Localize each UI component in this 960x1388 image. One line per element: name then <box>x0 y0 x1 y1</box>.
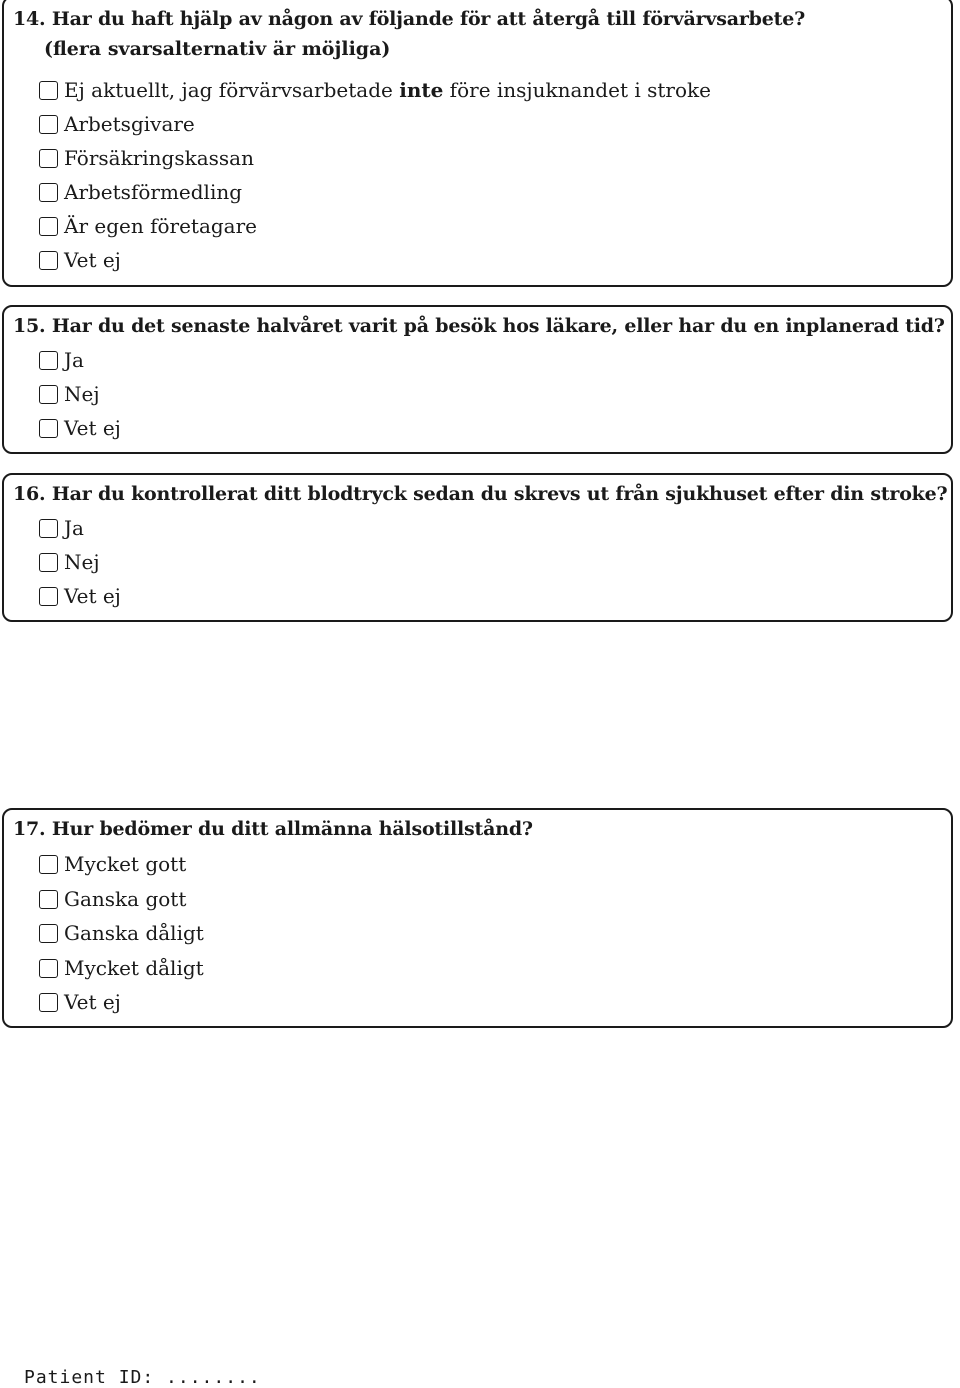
option-label: Mycket gott <box>64 852 187 876</box>
option-label: Nej <box>64 382 100 406</box>
checkbox[interactable] <box>39 890 58 909</box>
option-label: Vet ej <box>64 416 121 440</box>
q14-option-vet-ej[interactable] <box>39 248 121 272</box>
q14-option-forsakringskassan[interactable] <box>39 146 254 170</box>
q15-option-vet-ej[interactable] <box>39 416 121 440</box>
question-16-box <box>2 473 953 622</box>
q16-option-vet-ej[interactable] <box>39 584 121 608</box>
checkbox[interactable] <box>39 553 58 572</box>
option-label: Ja <box>64 516 84 540</box>
q15-option-nej[interactable] <box>39 382 100 406</box>
q14-option-arbetsformedling[interactable] <box>39 180 242 204</box>
question-15-title: 15. Har du det senaste halvåret varit på besök hos läkare, eller har du en inplanerad tid? <box>13 315 945 337</box>
q16-option-ja[interactable] <box>39 516 84 540</box>
q17-option-mycket-daligt[interactable] <box>39 956 204 980</box>
option-label: Är egen företagare <box>64 214 257 238</box>
option-label: Arbetsgivare <box>64 112 195 136</box>
option-label: Ej aktuellt, jag förvärvsarbetade inte före insjuknandet i stroke <box>64 78 711 102</box>
question-14-note: (flera svarsalternativ är möjliga) <box>44 38 391 60</box>
option-label: Vet ej <box>64 248 121 272</box>
q14-option-arbetsgivare[interactable] <box>39 112 195 136</box>
q17-option-ganska-gott[interactable] <box>39 887 186 911</box>
question-17-box <box>2 808 953 1028</box>
option-label: Försäkringskassan <box>64 146 254 170</box>
checkbox[interactable] <box>39 519 58 538</box>
option-label: Nej <box>64 550 100 574</box>
option-label: Vet ej <box>64 990 121 1014</box>
checkbox[interactable] <box>39 81 58 100</box>
checkbox[interactable] <box>39 959 58 978</box>
q16-option-nej[interactable] <box>39 550 100 574</box>
question-16-title: 16. Har du kontrollerat ditt blodtryck sedan du skrevs ut från sjukhuset efter din stroke? <box>13 483 948 505</box>
q15-option-ja[interactable] <box>39 348 84 372</box>
option-label: Ganska gott <box>64 887 187 911</box>
question-15-box <box>2 305 953 454</box>
question-14-box <box>2 0 953 287</box>
checkbox[interactable] <box>39 419 58 438</box>
checkbox[interactable] <box>39 115 58 134</box>
question-17-title: 17. Hur bedömer du ditt allmänna hälsotillstånd? <box>13 818 533 840</box>
q17-option-mycket-gott[interactable] <box>39 852 186 876</box>
q14-option-not-applicable[interactable] <box>39 78 711 102</box>
checkbox[interactable] <box>39 385 58 404</box>
checkbox[interactable] <box>39 217 58 236</box>
q17-option-ganska-daligt[interactable] <box>39 921 204 945</box>
checkbox[interactable] <box>39 351 58 370</box>
checkbox[interactable] <box>39 149 58 168</box>
question-14-title: 14. Har du haft hjälp av någon av följande för att återgå till förvärvsarbete? <box>13 8 806 30</box>
patient-id: Patient ID: ........ <box>24 1367 261 1388</box>
option-label: Mycket dåligt <box>64 956 204 980</box>
checkbox[interactable] <box>39 587 58 606</box>
option-label: Vet ej <box>64 584 121 608</box>
q14-option-egen-foretagare[interactable] <box>39 214 257 238</box>
q17-option-vet-ej[interactable] <box>39 990 121 1014</box>
option-label: Arbetsförmedling <box>64 180 243 204</box>
checkbox[interactable] <box>39 183 58 202</box>
checkbox[interactable] <box>39 251 58 270</box>
option-label: Ganska dåligt <box>64 921 204 945</box>
checkbox[interactable] <box>39 924 58 943</box>
option-label: Ja <box>64 348 84 372</box>
checkbox[interactable] <box>39 993 58 1012</box>
checkbox[interactable] <box>39 855 58 874</box>
